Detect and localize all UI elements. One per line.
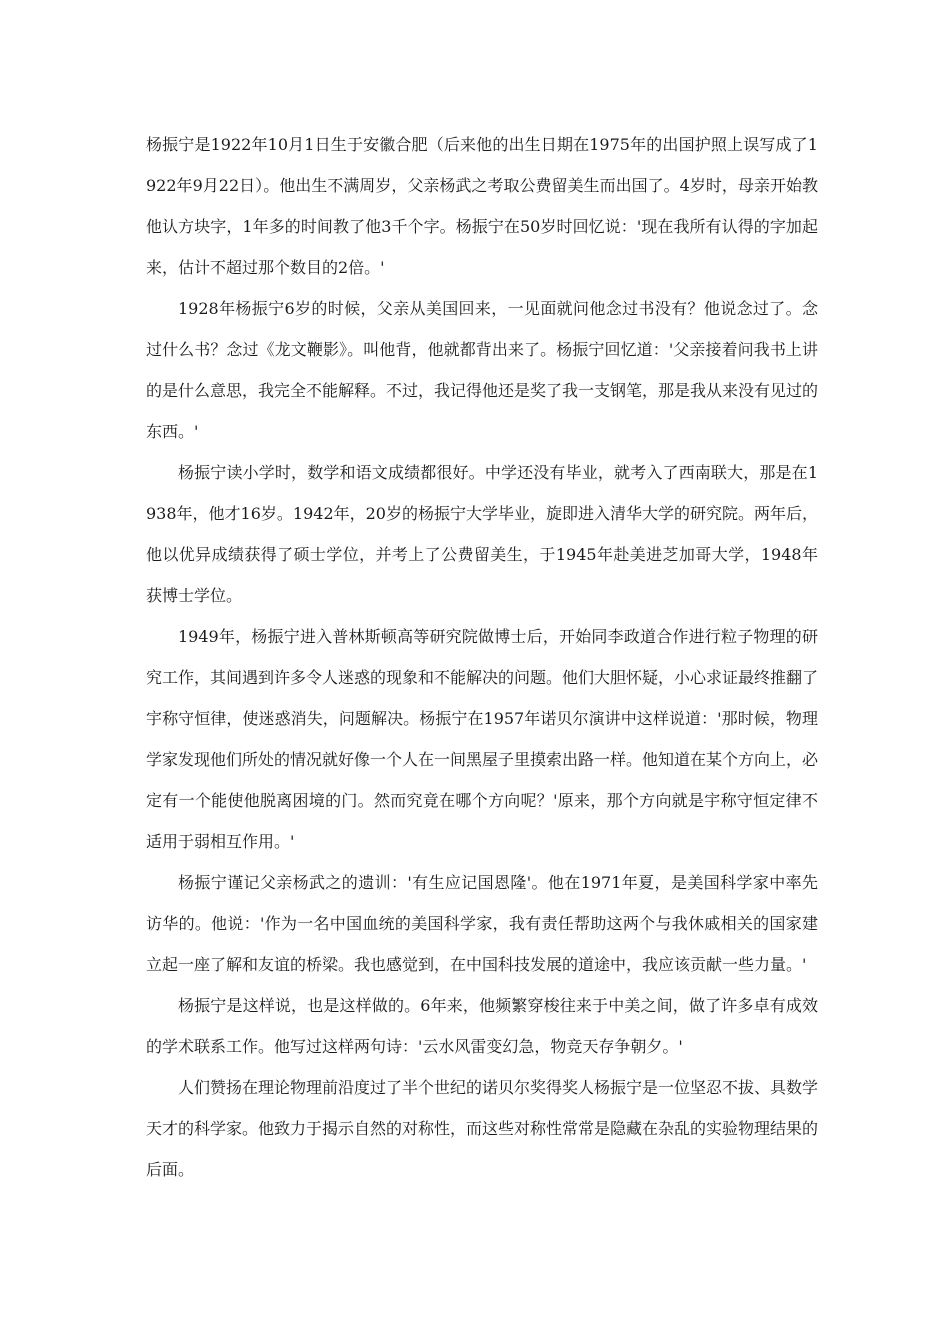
paragraph-3: 杨振宁读小学时，数学和语文成绩都很好。中学还没有毕业，就考入了西南联大，那是在1938年，他才16岁。1942年，20岁的杨振宁大学毕业，旋即进入清华大学的研究院。两年后，他以优异成绩获得了硕士学位，并考上了公费留美生，于1945年赴美进芝加哥大学，1948年获博士学位。: [146, 463, 818, 605]
paragraph-5: 杨振宁谨记父亲杨武之的遗训：'有生应记国恩隆'。他在1971年夏，是美国科学家中率先访华的。他说：'作为一名中国血统的美国科学家，我有责任帮助这两个与我休戚相关的国家建立起一座了解和友谊的桥梁。我也感觉到，在中国科技发展的道途中，我应该贡献一些力量。': [146, 873, 818, 974]
paragraph-6: 杨振宁是这样说，也是这样做的。6年来，他频繁穿梭往来于中美之间，做了许多卓有成效的学术联系工作。他写过这样两句诗：'云水风雷变幻急，物竞天存争朝夕。': [146, 996, 818, 1056]
document-body: [146, 124, 818, 1190]
paragraph-7: 人们赞扬在理论物理前沿度过了半个世纪的诺贝尔奖得奖人杨振宁是一位坚忍不拔、具数学天才的科学家。他致力于揭示自然的对称性，而这些对称性常常是隐藏在杂乱的实验物理结果的后面。: [146, 1078, 819, 1179]
paragraph-1: 杨振宁是1922年10月1日生于安徽合肥（后来他的出生日期在1975年的出国护照上误写成了1922年9月22日）。他出生不满周岁，父亲杨武之考取公费留美生而出国了。4岁时，母亲开始教他认方块字，1年多的时间教了他3千个字。杨振宁在50岁时回忆说：'现在我所有认得的字加起来，估计不超过那个数目的2倍。': [146, 135, 818, 277]
paragraph-2: 1928年杨振宁6岁的时候，父亲从美国回来，一见面就问他念过书没有？他说念过了。念过什么书？念过《龙文鞭影》。叫他背，他就都背出来了。杨振宁回忆道：'父亲接着问我书上讲的是什么意思，我完全不能解释。不过，我记得他还是奖了我一支钢笔，那是我从来没有见过的东西。': [146, 299, 819, 441]
paragraph-4: 1949年，杨振宁进入普林斯顿高等研究院做博士后，开始同李政道合作进行粒子物理的研究工作，其间遇到许多令人迷惑的现象和不能解决的问题。他们大胆怀疑，小心求证最终推翻了宇称守恒律，使迷惑消失，问题解决。杨振宁在1957年诺贝尔演讲中这样说道：'那时候，物理学家发现他们所处的情况就好像一个人在一间黑屋子里摸索出路一样。他知道在某个方向上，必定有一个能使他脱离困境的门。然而究竟在哪个方向呢？'原来，那个方向就是宇称守恒定律不适用于弱相互作用。': [146, 627, 819, 851]
